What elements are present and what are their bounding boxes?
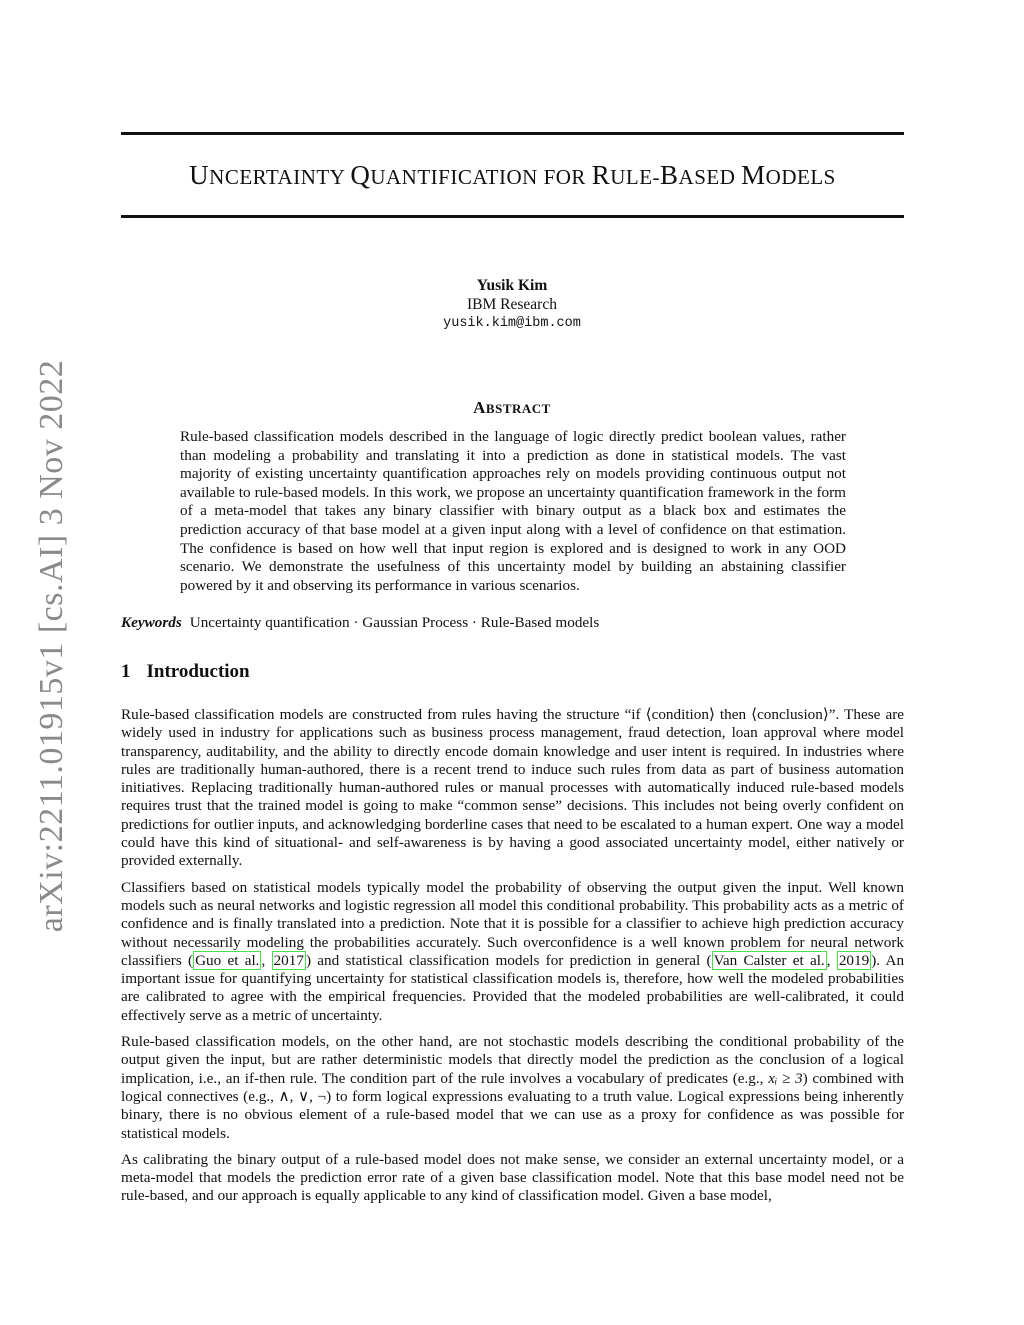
title-part: QUANTIFICATION FOR (350, 160, 592, 190)
citation-van-calster-2019[interactable]: Van Calster et al. , 2019 (713, 951, 870, 969)
keywords-label: Keywords (121, 614, 182, 631)
section-title: Introduction (146, 661, 250, 682)
abstract-heading: ABSTRACT (473, 398, 551, 417)
introduction-body (121, 706, 904, 1214)
author-name: Yusik Kim (476, 277, 548, 294)
math-connectives: ∧, ∨, ¬ (278, 1087, 327, 1105)
paragraph-3: Rule-based classification models, on the other hand, are not stochastic models describing the conditional probability of the output given the input, but are rather deterministic models that directly model the prediction as the conclusion of a logical implication, i.e., an if-then rule. The condition part of the rule involves a vocabulary of predicates (e.g., xᵢ ≥ 3) combined with logical connectives (e.g., ∧, ∨, ¬) to form logical expressions evaluating to a truth value. Logical expressions being inherently binary, there is no obvious element of a rule-based model that we can use as a proxy for confidence as was possible for statistical models. (121, 1033, 904, 1142)
title-part: UNCERTAINTY (189, 160, 351, 190)
paragraph-1: Rule-based classification models are constructed from rules having the structure “if ⟨condition⟩ then ⟨conclusion⟩”. These are widely used in industry for applications such as business process management, fraud detection, loan approval where model transparency, auditability, and the ability to directly encode domain knowledge and user intent is required. In industries where rules are traditionally human-authored, there is a recent trend to induce such rules from data as part of business automation initiatives. Replacing traditionally human-authored rules or manual processes with automatically induced rule-based models requires trust that the trained model is going to make “common sense” decisions. This includes not being overly confident on predictions for outlier inputs, and acknowledging borderline cases that need to be escalated to a human expert. One way a model could have this kind of situational- and self-awareness is by having a good associated uncertainty model, either natively or provided externally. (121, 706, 904, 870)
section-number: 1 (121, 661, 131, 682)
abstract-text: Rule-based classification models described in the language of logic directly predict boolean values, rather than modeling a probability and translating it into a prediction as done in statistical models. The vast majority of existing uncertainty quantification approaches rely on models providing continuous output not available to rule-based models. In this work, we propose an uncertainty quantification framework in the form of a meta-model that takes any binary classifier with binary output as a black box and estimates the prediction accuracy of that base model at a given input along with a level of confidence on that estimation. The confidence is based on how well that input region is explored and is designed to work in any OOD scenario. We demonstrate the usefulness of this uncertainty model by building an abstaining classifier powered by it and observing its performance in various scenarios. (180, 428, 846, 594)
title-rule-top (121, 132, 904, 135)
title-part: BASED (660, 160, 742, 190)
paragraph-2: Classifiers based on statistical models typically model the probability of observing the output given the input. Well known models such as neural networks and logistic regression all model this conditional probability. This probability acts as a metric of confidence and is finally translated into a prediction. Note that it is possible for a classifier to achieve high prediction accuracy without necessarily modeling the probabilities accurately. Such overconfidence is a well known problem for neural network classifiers ( Guo et al. , 2017 ) and statistical classification models for prediction in general ( Van Calster et al. , 2019 ). An important issue for quantifying uncertainty for statistical classification models is, therefore, how well the modeled probabilities are calibrated to agree with the empirical frequencies. Provided that the modeled probabilities are well-calibrated, it could effectively serve as a metric of uncertainty. (121, 878, 905, 1024)
paragraph-4: As calibrating the binary output of a rule-based model does not make sense, we consider an external uncertainty model, or a meta-model that models the prediction error rate of a given base classification model. Note that this base model need not be rule-based, and our approach is equally applicable to any kind of classification model. Given a base model, (121, 1150, 904, 1205)
author-affiliation: IBM Research (467, 296, 557, 313)
title-part: MODELS (741, 160, 836, 190)
keywords-line (121, 614, 904, 632)
math-predicate-example: xᵢ ≥ 3 (768, 1069, 803, 1087)
citation-guo-2017[interactable]: Guo et al. , 2017 (195, 951, 304, 969)
title-part: RULE- (591, 160, 661, 190)
paper-title (121, 158, 904, 194)
keywords-list: Uncertainty quantification · Gaussian Process · Rule-Based models (189, 614, 600, 631)
section-heading-introduction (121, 661, 250, 683)
author-email[interactable]: yusik.kim@ibm.com (443, 316, 581, 331)
arxiv-identifier: arXiv:2211.01915v1 [cs.AI] 3 Nov 2022 (33, 359, 70, 933)
title-rule-bottom (121, 215, 904, 218)
